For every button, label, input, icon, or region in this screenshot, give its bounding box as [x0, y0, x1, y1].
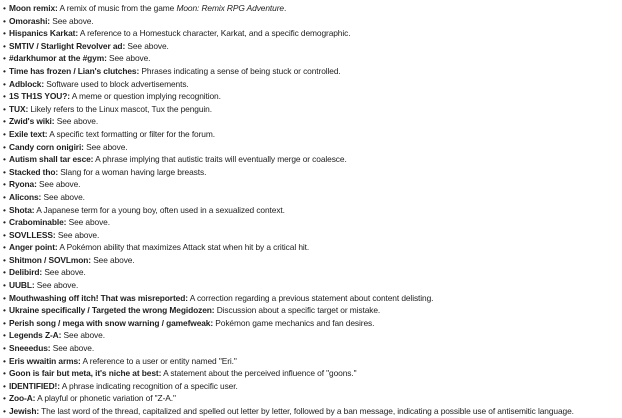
glossary-term: Exile text: [9, 128, 48, 139]
glossary-term: Autism shall tar esce: [9, 154, 94, 165]
bullet-icon: • [3, 204, 6, 215]
glossary-definition: See above. [109, 53, 151, 64]
glossary-definition: See above. [93, 254, 135, 265]
glossary-item [3, 191, 622, 204]
glossary-item [3, 392, 622, 405]
glossary-item [3, 241, 622, 254]
glossary-item [3, 304, 622, 317]
bullet-icon: • [3, 28, 6, 39]
bullet-icon: • [3, 317, 6, 328]
bullet-icon: • [3, 368, 6, 379]
bullet-icon: • [3, 3, 6, 13]
glossary-term: Perish song / mega with snow warning / gamefweak: [9, 317, 214, 328]
glossary-definition: Software used to block advertisements. [46, 78, 189, 89]
glossary-item [3, 367, 622, 380]
glossary-definition: See above. [52, 15, 94, 26]
bullet-icon: • [3, 217, 6, 228]
glossary-item [3, 216, 622, 229]
glossary-term: IDENTIFIED!: [9, 380, 60, 391]
glossary-term: UUBL: [9, 280, 35, 291]
glossary-item [3, 2, 622, 15]
glossary-definition: See above. [52, 343, 95, 354]
glossary-definition: Likely refers to the Linux mascot, Tux the penguin. [30, 103, 212, 114]
glossary-definition: See above. [57, 229, 100, 240]
glossary-term: Omorashi: [9, 15, 50, 26]
glossary-term: Ukraine specifically / Targeted the wrong Megidozen: [9, 305, 215, 316]
glossary-item [3, 52, 622, 65]
glossary-definition: A statement about the perceived influence of "goons." [163, 368, 357, 379]
glossary-item [3, 178, 622, 191]
glossary-term: SOVLLESS: [9, 229, 56, 240]
glossary-item [3, 279, 622, 292]
glossary-item [3, 329, 622, 342]
glossary-item [3, 141, 622, 154]
glossary-term: Shitmon / SOVLmon: [9, 254, 91, 265]
bullet-icon: • [3, 191, 6, 202]
glossary-term: Stacked tho: [9, 166, 59, 177]
glossary-term: Alicons: [9, 191, 42, 202]
bullet-icon: • [3, 406, 6, 416]
glossary-definition: See above. [63, 330, 105, 341]
glossary-term: 1S TH1S YOU?: [9, 91, 70, 102]
glossary-item [3, 103, 622, 116]
glossary-definition: A Pokémon ability that maximizes Attack stat when hit by a critical hit. [59, 242, 310, 253]
glossary-definition: A playful or phonetic variation of "Z-A." [37, 393, 176, 404]
glossary-definition: See above. [44, 267, 86, 278]
glossary-definition: A correction regarding a previous statement about content delisting. [189, 292, 434, 303]
glossary-definition: See above. [56, 116, 99, 127]
glossary-definition: A Japanese term for a young boy, often used in a sexualized context. [36, 204, 285, 215]
glossary-term: Sneeedus: [9, 343, 51, 354]
bullet-icon: • [3, 380, 6, 391]
glossary-definition: See above. [86, 141, 128, 152]
bullet-icon: • [3, 116, 6, 127]
glossary-definition: A reference to a user or entity named "Eri." [82, 355, 237, 366]
glossary-item [3, 317, 622, 330]
bullet-icon: • [3, 91, 6, 102]
glossary-definition: See above. [39, 179, 81, 190]
glossary-term: Ryona: [9, 179, 37, 190]
bullet-icon: • [3, 343, 6, 354]
glossary-term: Shota: [9, 204, 35, 215]
glossary-item [3, 204, 622, 217]
glossary-item [3, 380, 622, 393]
glossary-item [3, 292, 622, 305]
glossary-item [3, 266, 622, 279]
bullet-icon: • [3, 254, 6, 265]
bullet-icon: • [3, 65, 6, 76]
glossary-item [3, 355, 622, 368]
glossary-term: Goon is fair but meta, it's niche at best: [9, 368, 162, 379]
glossary-term: Zwid's wiki: [9, 116, 55, 127]
glossary-item [3, 342, 622, 355]
glossary-definition: The last word of the thread, capitalized and spelled out letter by letter, followed by a ban message, indicating a possible use of antisemitic language. [41, 406, 574, 416]
glossary-term: #darkhumor at the #gym: [9, 53, 107, 64]
glossary-term: Eris wwaitin arms: [9, 355, 81, 366]
glossary-term: Zoo-A: [9, 393, 36, 404]
glossary-term: Mouthwashing off itch! That was misreported: [9, 292, 188, 303]
glossary-term: Delibird: [9, 267, 43, 278]
bullet-icon: • [3, 53, 6, 64]
glossary-item [3, 229, 622, 242]
glossary-definition: See above. [36, 280, 79, 291]
glossary-term: Moon remix: [9, 3, 58, 13]
glossary-definition: Slang for a woman having large breasts. [60, 166, 207, 177]
glossary-item [3, 128, 622, 141]
bullet-icon: • [3, 280, 6, 291]
glossary-term: Crabominable: [9, 217, 67, 228]
glossary-definition: See above. [68, 217, 110, 228]
bullet-icon: • [3, 292, 6, 303]
glossary-item [3, 90, 622, 103]
glossary-item [3, 405, 622, 418]
glossary-item [3, 153, 622, 166]
glossary-definition: Discussion about a specific target or mistake. [216, 305, 381, 316]
bullet-icon: • [3, 166, 6, 177]
bullet-icon: • [3, 267, 6, 278]
bullet-icon: • [3, 40, 6, 51]
glossary-item [3, 27, 622, 40]
bullet-icon: • [3, 15, 6, 26]
glossary-term: TUX: [9, 103, 29, 114]
bullet-icon: • [3, 78, 6, 89]
bullet-icon: • [3, 305, 6, 316]
glossary-item [3, 65, 622, 78]
glossary-item [3, 15, 622, 28]
glossary-term: Anger point: [9, 242, 58, 253]
glossary-item [3, 254, 622, 267]
glossary-term: SMTIV / Starlight Revolver ad: [9, 40, 126, 51]
bullet-icon: • [3, 154, 6, 165]
bullet-icon: • [3, 141, 6, 152]
glossary-definition: Pokémon game mechanics and fan desires. [215, 317, 375, 328]
glossary-term: Adblock: [9, 78, 45, 89]
glossary-definition: See above. [43, 191, 85, 202]
glossary-definition: Phrases indicating a sense of being stuck or controlled. [141, 65, 341, 76]
bullet-icon: • [3, 179, 6, 190]
glossary-definition: A reference to a Homestuck character, Karkat, and a specific demographic. [79, 28, 351, 39]
bullet-icon: • [3, 393, 6, 404]
glossary-definition: See above. [127, 40, 169, 51]
glossary-term: Hispanics Karkat: [9, 28, 79, 39]
glossary-definition: A phrase implying that autistic traits will eventually merge or coalesce. [95, 154, 347, 165]
bullet-icon: • [3, 242, 6, 253]
glossary-item [3, 40, 622, 53]
glossary-definition: A remix of music from the game Moon: Remix RPG Adventure. [59, 3, 287, 13]
bullet-icon: • [3, 229, 6, 240]
glossary-definition: A phrase indicating recognition of a specific user. [61, 380, 238, 391]
glossary-item [3, 78, 622, 91]
bullet-icon: • [3, 330, 6, 341]
glossary-item [3, 115, 622, 128]
game-title: Moon: Remix RPG Adventure [176, 3, 284, 13]
glossary-definition: A meme or question implying recognition. [71, 91, 221, 102]
glossary-term: Jewish: [9, 406, 40, 416]
bullet-icon: • [3, 355, 6, 366]
glossary-term: Candy corn onigiri: [9, 141, 84, 152]
glossary-term: Legends Z-A: [9, 330, 62, 341]
glossary-item [3, 166, 622, 179]
glossary-term: Time has frozen / Lian's clutches: [9, 65, 140, 76]
glossary-definition: A specific text formatting or filter for the forum. [49, 128, 215, 139]
bullet-icon: • [3, 103, 6, 114]
bullet-icon: • [3, 128, 6, 139]
